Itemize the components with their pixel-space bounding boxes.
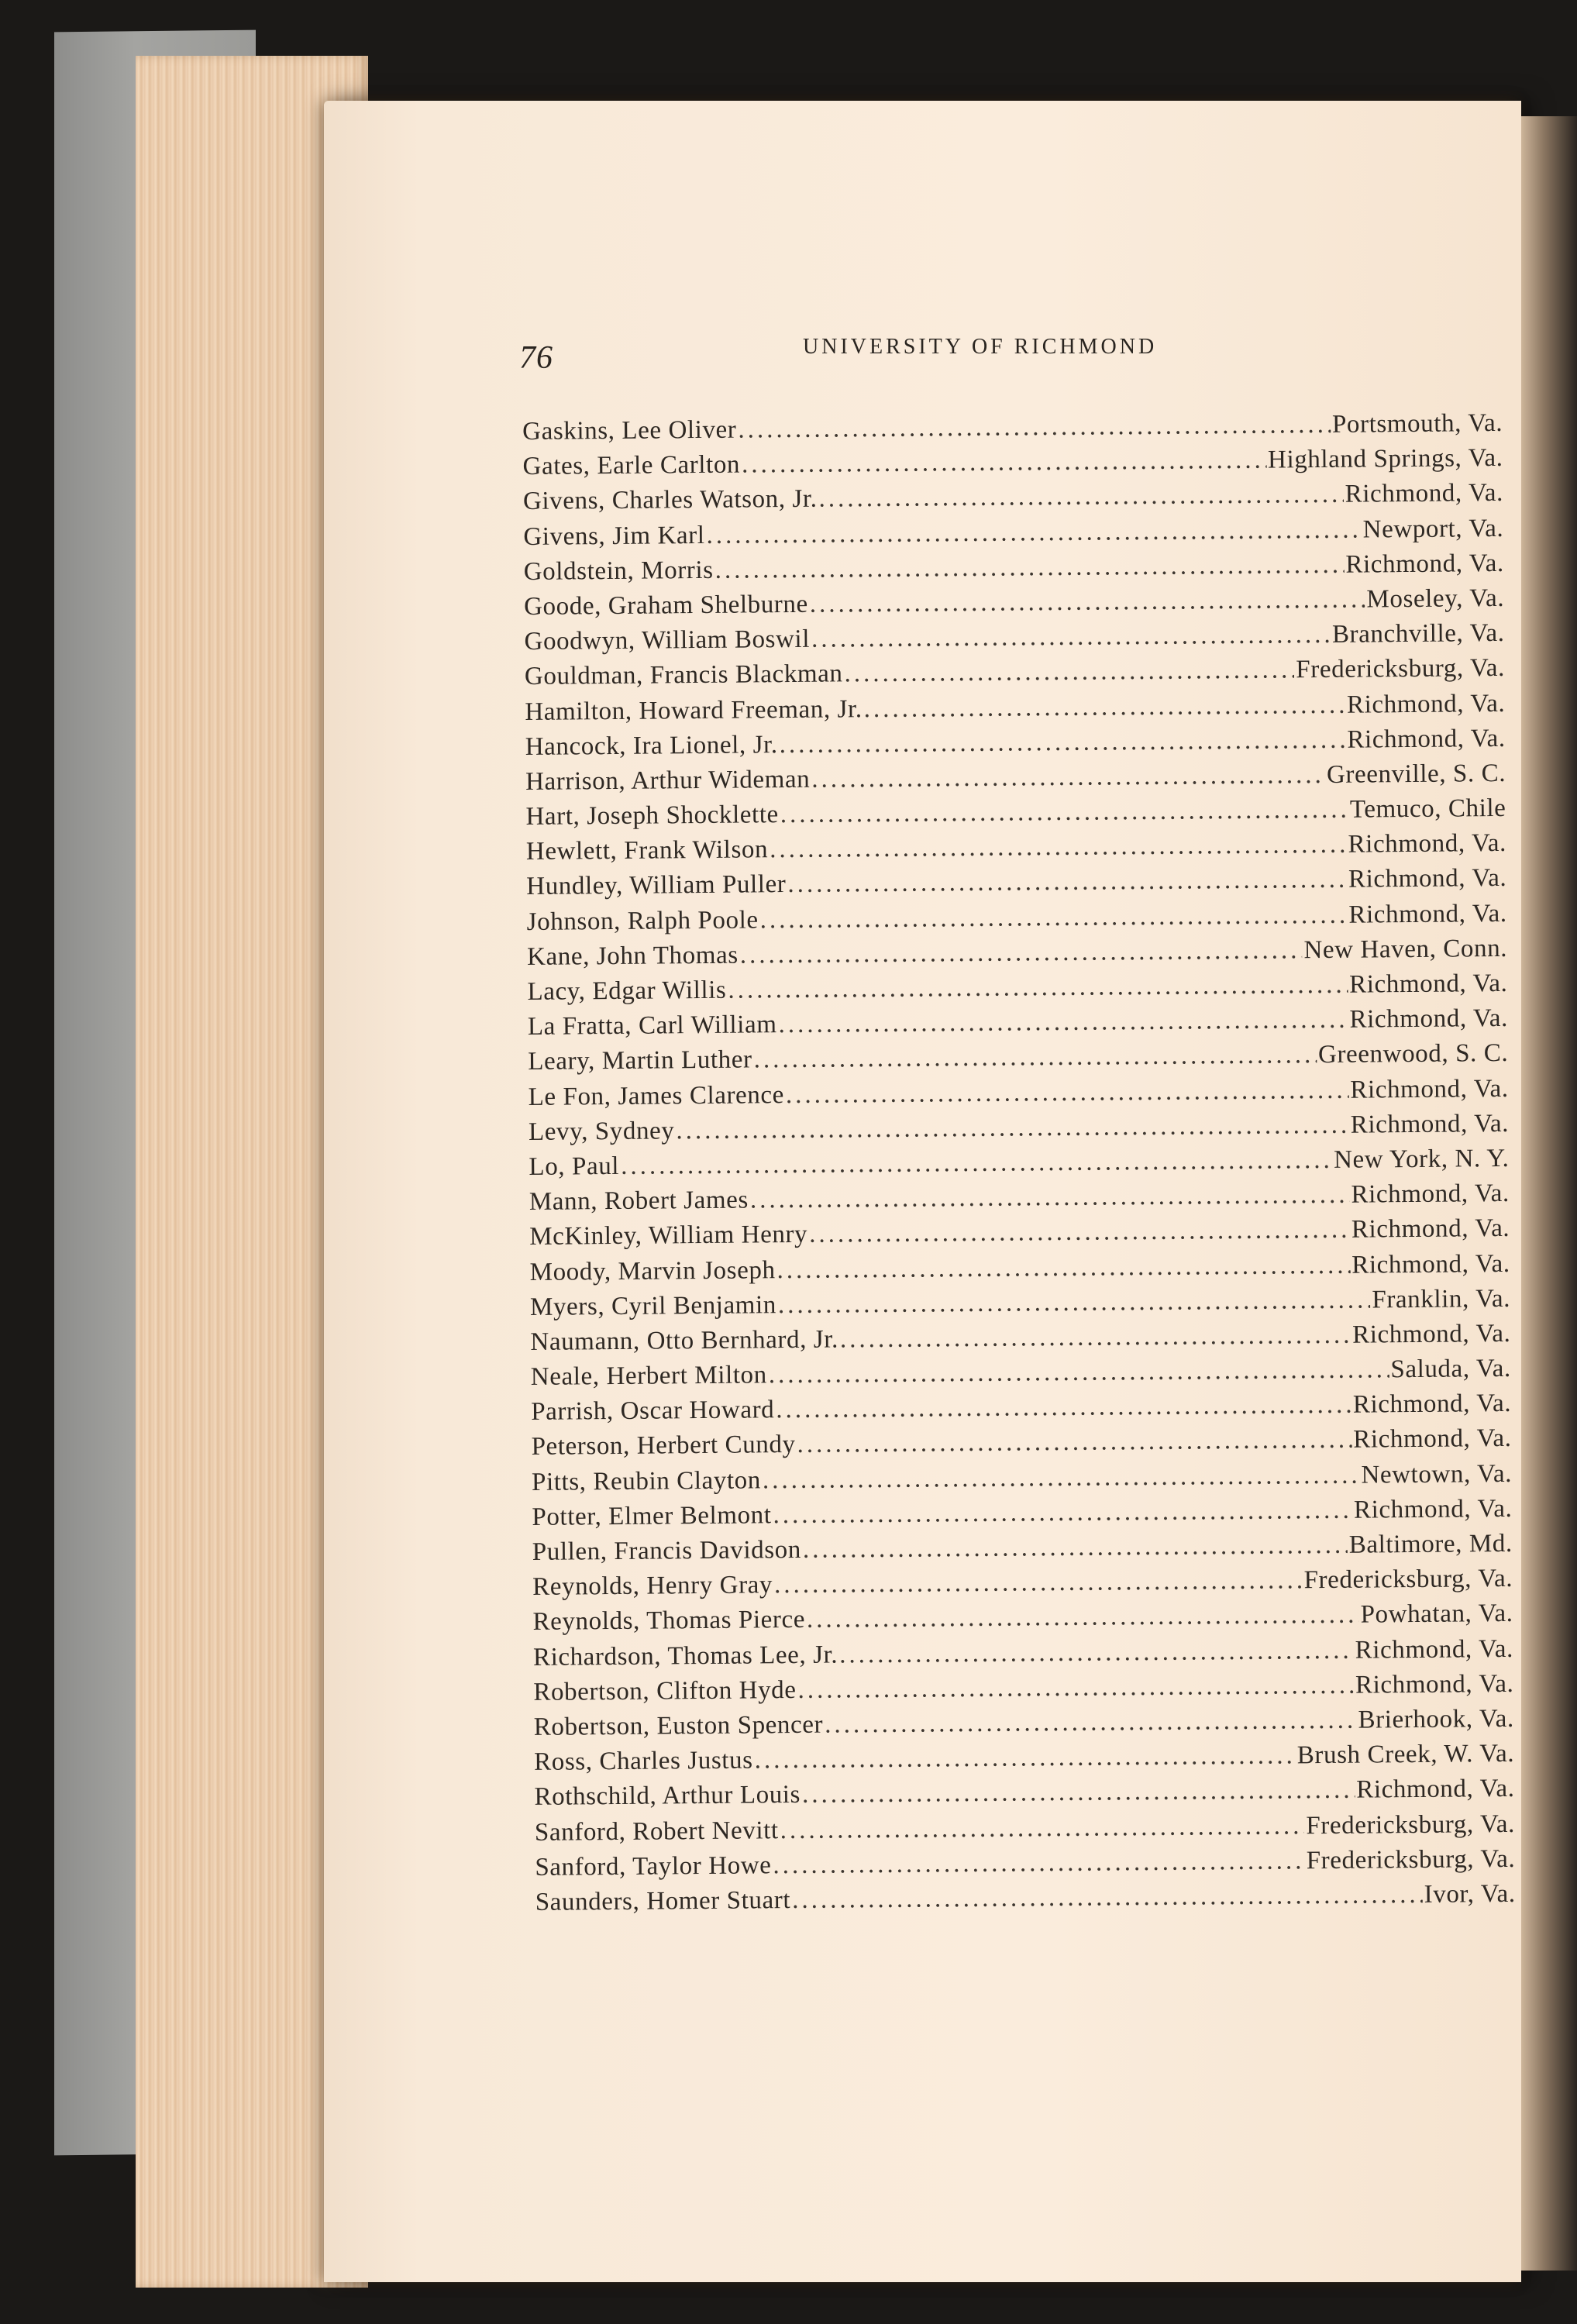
dot-leader bbox=[818, 477, 1344, 517]
student-name: Le Fon, James Clarence bbox=[528, 1080, 785, 1111]
hometown: Moseley, Va. bbox=[1366, 584, 1505, 614]
hometown: Highland Springs, Va. bbox=[1267, 444, 1503, 474]
hometown: Richmond, Va. bbox=[1346, 689, 1506, 719]
student-name: Naumann, Otto Bernhard, Jr. bbox=[530, 1325, 839, 1356]
student-name: Gouldman, Francis Blackman bbox=[524, 659, 843, 691]
student-name: Robertson, Clifton Hyde bbox=[533, 1675, 797, 1706]
dot-leader bbox=[779, 722, 1345, 763]
dot-leader bbox=[770, 828, 1347, 868]
student-name: Johnson, Ralph Poole bbox=[526, 905, 759, 936]
student-name: Leary, Martin Luther bbox=[528, 1045, 752, 1076]
dot-leader bbox=[839, 1633, 1354, 1672]
dot-leader bbox=[780, 1809, 1304, 1848]
dot-leader bbox=[797, 1423, 1351, 1462]
dot-leader bbox=[774, 1563, 1303, 1603]
dot-leader bbox=[773, 1493, 1352, 1534]
student-name: Hewlett, Frank Wilson bbox=[525, 835, 769, 866]
hometown: Richmond, Va. bbox=[1352, 1389, 1512, 1419]
dot-leader bbox=[676, 1107, 1349, 1148]
student-name: Goode, Graham Shelburne bbox=[524, 590, 808, 621]
hometown: Richmond, Va. bbox=[1353, 1494, 1513, 1524]
hometown: Powhatan, Va. bbox=[1360, 1599, 1513, 1629]
student-name: Mann, Robert James bbox=[529, 1186, 749, 1217]
student-name: Robertson, Euston Spencer bbox=[533, 1710, 824, 1741]
hometown: New York, N. Y. bbox=[1333, 1144, 1510, 1174]
student-name: Lo, Paul bbox=[529, 1152, 620, 1181]
dot-leader bbox=[738, 408, 1331, 448]
student-name: Goldstein, Morris bbox=[523, 556, 714, 586]
dot-leader bbox=[802, 1773, 1355, 1813]
dot-leader bbox=[778, 1003, 1348, 1043]
student-name: Hancock, Ira Lionel, Jr. bbox=[525, 730, 778, 761]
student-list bbox=[522, 406, 1516, 1920]
student-name: Peterson, Herbert Cundy bbox=[531, 1431, 796, 1462]
student-name: Sanford, Robert Nevitt bbox=[534, 1816, 779, 1847]
hometown: New Haven, Conn. bbox=[1303, 934, 1508, 965]
hometown: Newtown, Va. bbox=[1361, 1459, 1513, 1489]
dot-leader bbox=[844, 653, 1294, 692]
student-name: Lacy, Edgar Willis bbox=[527, 976, 727, 1006]
hometown: Greenville, S. C. bbox=[1326, 759, 1506, 789]
hometown: Portsmouth, Va. bbox=[1331, 408, 1503, 439]
hometown: Saluda, Va. bbox=[1390, 1354, 1511, 1384]
dot-leader bbox=[754, 1738, 1296, 1778]
student-name: Goodwyn, William Boswil bbox=[524, 625, 811, 656]
dot-leader bbox=[776, 1388, 1351, 1428]
hometown: Branchville, Va. bbox=[1331, 619, 1505, 649]
dot-leader bbox=[809, 1213, 1350, 1252]
hometown: Greenwood, S. C. bbox=[1317, 1039, 1509, 1069]
page-gutter-shadow bbox=[1521, 116, 1577, 2271]
hometown: Fredericksburg, Va. bbox=[1306, 1844, 1516, 1875]
student-name: Pitts, Reubin Clayton bbox=[531, 1465, 762, 1496]
dot-leader bbox=[742, 443, 1266, 483]
student-name: Rothschild, Arthur Louis bbox=[534, 1781, 801, 1812]
student-name: McKinley, William Henry bbox=[529, 1221, 808, 1252]
hometown: Fredericksburg, Va. bbox=[1303, 1565, 1513, 1595]
dot-leader bbox=[797, 1668, 1354, 1707]
dot-leader bbox=[863, 687, 1345, 727]
student-name: Kane, John Thomas bbox=[526, 941, 739, 971]
student-name: Levy, Sydney bbox=[528, 1117, 675, 1146]
dot-leader bbox=[811, 758, 1325, 797]
student-name: Reynolds, Thomas Pierce bbox=[532, 1606, 806, 1637]
hometown: Richmond, Va. bbox=[1349, 1004, 1509, 1034]
hometown: Richmond, Va. bbox=[1351, 1214, 1510, 1245]
hometown: Baltimore, Md. bbox=[1348, 1529, 1513, 1559]
student-name: Hamilton, Howard Freeman, Jr. bbox=[525, 694, 863, 726]
dot-leader bbox=[787, 862, 1347, 902]
dot-leader bbox=[803, 1528, 1348, 1568]
running-head: UNIVERSITY OF RICHMOND bbox=[803, 335, 1158, 359]
student-name: Harrison, Arthur Wideman bbox=[525, 765, 811, 796]
student-name: Richardson, Thomas Lee, Jr. bbox=[532, 1641, 838, 1672]
hometown: Richmond, Va. bbox=[1351, 1249, 1510, 1279]
dot-leader bbox=[778, 1283, 1371, 1323]
student-name: Saunders, Homer Stuart bbox=[535, 1885, 791, 1916]
student-name: Gates, Earle Carlton bbox=[522, 450, 741, 481]
hometown: Richmond, Va. bbox=[1350, 1074, 1509, 1104]
student-name: Gaskins, Lee Oliver bbox=[522, 415, 737, 446]
dot-leader bbox=[740, 933, 1303, 973]
hometown: Richmond, Va. bbox=[1351, 1319, 1511, 1349]
page-header bbox=[519, 335, 1496, 381]
student-name: La Fratta, Carl William bbox=[527, 1011, 777, 1041]
hometown: Richmond, Va. bbox=[1349, 969, 1508, 999]
student-name: Parrish, Oscar Howard bbox=[531, 1396, 775, 1427]
student-name: Hart, Joseph Shocklette bbox=[525, 800, 780, 831]
dot-leader bbox=[769, 1352, 1389, 1393]
dot-leader bbox=[840, 1318, 1351, 1358]
student-name: Potter, Elmer Belmont bbox=[532, 1501, 772, 1531]
dot-leader bbox=[714, 548, 1344, 588]
dot-leader bbox=[807, 1598, 1359, 1637]
hometown: Newport, Va. bbox=[1362, 514, 1504, 544]
dot-leader bbox=[811, 618, 1331, 657]
hometown: Fredericksburg, Va. bbox=[1306, 1809, 1516, 1840]
dot-leader bbox=[759, 897, 1347, 938]
student-name: Ross, Charles Justus bbox=[534, 1746, 753, 1777]
student-name: Givens, Charles Watson, Jr. bbox=[522, 485, 818, 516]
dot-leader bbox=[750, 1178, 1350, 1218]
dot-leader bbox=[786, 1072, 1349, 1113]
hometown: Richmond, Va. bbox=[1353, 1424, 1512, 1455]
hometown: Temuco, Chile bbox=[1349, 794, 1506, 824]
hometown: Richmond, Va. bbox=[1348, 899, 1507, 929]
hometown: Richmond, Va. bbox=[1351, 1179, 1510, 1209]
dot-leader bbox=[810, 582, 1365, 621]
dot-leader bbox=[728, 968, 1348, 1008]
hometown: Ivor, Va. bbox=[1424, 1879, 1516, 1909]
student-name: Hundley, William Puller bbox=[526, 870, 787, 901]
dot-leader bbox=[621, 1143, 1332, 1184]
dot-leader bbox=[773, 1844, 1305, 1883]
hometown: Richmond, Va. bbox=[1347, 724, 1506, 754]
student-name: Reynolds, Henry Gray bbox=[532, 1571, 773, 1602]
dot-leader bbox=[780, 793, 1348, 833]
student-name: Moody, Marvin Joseph bbox=[529, 1255, 776, 1286]
hometown: Richmond, Va. bbox=[1348, 829, 1507, 859]
student-name: Myers, Cyril Benjamin bbox=[529, 1290, 777, 1321]
student-name: Neale, Herbert Milton bbox=[530, 1361, 767, 1392]
hometown: Franklin, Va. bbox=[1372, 1284, 1511, 1314]
hometown: Richmond, Va. bbox=[1355, 1669, 1514, 1699]
hometown: Fredericksburg, Va. bbox=[1296, 654, 1506, 684]
hometown: Brierhook, Va. bbox=[1358, 1704, 1514, 1734]
dot-leader bbox=[706, 512, 1362, 553]
hometown: Richmond, Va. bbox=[1356, 1775, 1515, 1804]
dot-leader bbox=[792, 1878, 1423, 1918]
hometown: Richmond, Va. bbox=[1350, 1109, 1510, 1139]
student-name: Pullen, Francis Davidson bbox=[532, 1535, 802, 1566]
dot-leader bbox=[825, 1703, 1357, 1743]
dot-leader bbox=[776, 1248, 1350, 1288]
hometown: Richmond, Va. bbox=[1348, 864, 1507, 894]
student-name: Sanford, Taylor Howe bbox=[535, 1851, 772, 1882]
dot-leader bbox=[753, 1038, 1317, 1078]
hometown: Richmond, Va. bbox=[1345, 479, 1504, 509]
dot-leader bbox=[763, 1458, 1360, 1498]
hometown: Richmond, Va. bbox=[1345, 549, 1504, 579]
student-name: Givens, Jim Karl bbox=[523, 521, 705, 551]
page-number: 76 bbox=[519, 340, 553, 376]
hometown: Brush Creek, W. Va. bbox=[1296, 1740, 1515, 1770]
hometown: Richmond, Va. bbox=[1355, 1634, 1514, 1665]
